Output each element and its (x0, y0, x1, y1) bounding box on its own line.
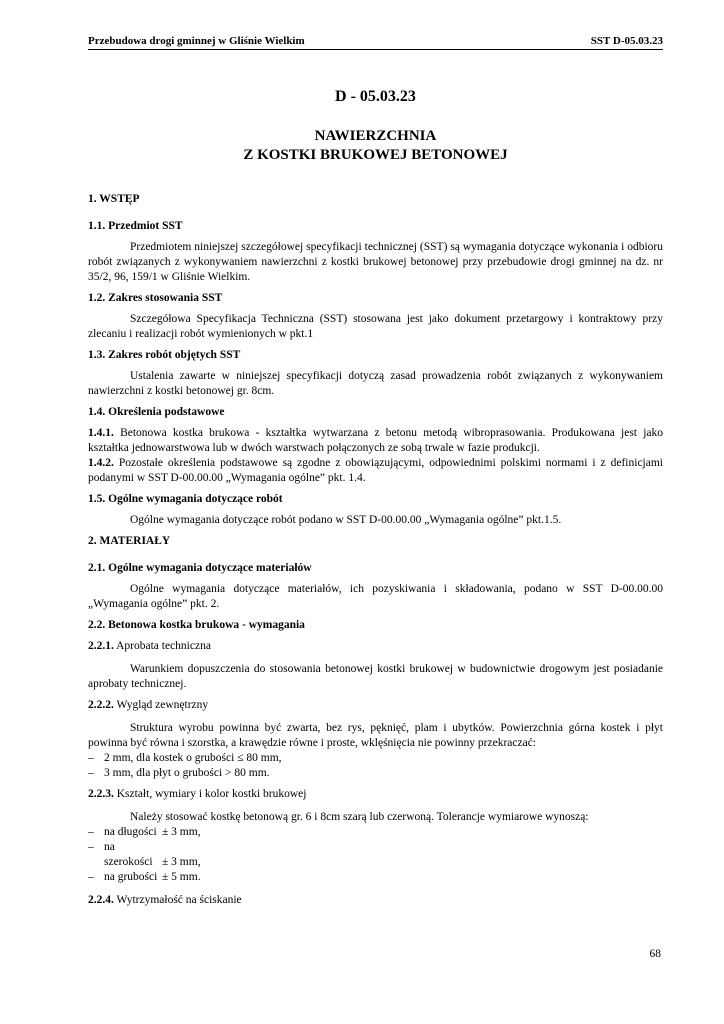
document-title (88, 127, 663, 165)
header-spec-code: SST D-05.03.23 (590, 35, 663, 47)
section-heading-2-1: 2.1. Ogólne wymagania dotyczące materiałów (88, 562, 312, 574)
dash-bullet: – (88, 871, 94, 883)
dash-bullet: – (88, 752, 94, 764)
paragraph-2-1: Ogólne wymagania dotyczące materiałów, ich pozyskiwania i składowania, podano w SST D-00.00.00 „Wymagania ogólne” pkt. 2. (88, 583, 663, 610)
paragraph-1-2: Szczegółowa Specyfikacja Techniczna (SST) stosowana jest jako dokument przetargowy i kontraktowy przy zlecaniu i realizacji robót wymienionych w pkt.1 (88, 313, 663, 340)
subheading-2-2-4 (88, 893, 663, 908)
subheading-2-2-1 (88, 639, 663, 654)
document-code: D - 05.03.23 (335, 88, 416, 105)
list-item-text: 2 mm, dla kostek o grubości ≤ 80 mm, (104, 752, 282, 764)
paragraph-1-4-1 (88, 426, 663, 456)
list-item-text: 3 mm, dla płyt o grubości > 80 mm. (104, 767, 270, 779)
tolerance-value: ± 3 mm, (162, 856, 201, 868)
dash-bullet: – (88, 826, 94, 838)
tolerance-label: na szerokości (104, 841, 153, 868)
paragraph-1-1: Przedmiotem niniejszej szczegółowej specyfikacji technicznej (SST) są wymagania dotyczące wykonania i odbioru robót związanych z wykonywaniem nawierzchni z kostki brukowej betonowej przy przebudowie drogi gminnej na dz. nr 35/2, 96, 159/1 w Gliśnie Wielkim. (88, 241, 663, 283)
section-heading-2-2: 2.2. Betonowa kostka brukowa - wymagania (88, 619, 305, 631)
clause-number-2-2-3: 2.2.3. (88, 788, 114, 800)
tolerance-value: ± 3 mm, (162, 826, 201, 838)
subheading-2-2-2 (88, 698, 663, 713)
dash-bullet: – (88, 841, 94, 853)
clause-title-2-2-2: Wygląd zewnętrzny (113, 699, 209, 711)
paragraph-2-2-3: Należy stosować kostkę betonową gr. 6 i 8cm szarą lub czerwoną. Tolerancje wymiarowe wynoszą: (130, 811, 589, 823)
tolerance-label: na długości (104, 826, 157, 838)
section-heading-1-1: 1.1. Przedmiot SST (88, 220, 183, 232)
dash-bullet: – (88, 767, 94, 779)
title-line-1: NAWIERZCHNIA (314, 128, 437, 144)
section-heading-2: 2. MATERIAŁY (88, 535, 171, 547)
section-heading-1-2: 1.2. Zakres stosowania SST (88, 292, 223, 304)
clause-title-2-2-3: Kształt, wymiary i kolor kostki brukowej (113, 788, 307, 800)
header-project-title: Przebudowa drogi gminnej w Gliśnie Wielkim (88, 35, 305, 47)
clause-number-2-2-2: 2.2.2. (88, 699, 114, 711)
paragraph-1-5: Ogólne wymagania dotyczące robót podano w SST D-00.00.00 „Wymagania ogólne” pkt.1.5. (130, 514, 562, 526)
paragraph-2-2-1: Warunkiem dopuszczenia do stosowania betonowej kostki brukowej w budownictwie drogowym jest posiadanie aprobaty technicznej. (88, 663, 663, 690)
clause-text-1-4-1: Betonowa kostka brukowa - kształtka wytwarzana z betonu metodą wibroprasowania. Produkowana jest jako kształtka jednowarstwowa lub w dwóch warstwach połączonych ze sobą trwale w fazie produkcji. (88, 427, 663, 454)
clause-title-2-2-4: Wytrzymałość na ściskanie (113, 894, 242, 906)
paragraph-2-2-2: Struktura wyrobu powinna być zwarta, bez rys, pęknięć, plam i ubytków. Powierzchnia górna kostek i płyt powinna być równa i szorstka, a krawędzie równe i proste, wklęśnięcia nie powinny przekraczać: (88, 722, 663, 749)
page-number: 68 (649, 948, 661, 960)
clause-number-2-2-4: 2.2.4. (88, 894, 114, 906)
list-item (88, 840, 663, 870)
document-body (88, 192, 663, 908)
list-item (88, 751, 663, 766)
list-item (88, 825, 663, 840)
clause-title-2-2-1: Aprobata techniczna (113, 640, 211, 652)
clause-number-1-4-1: 1.4.1. (88, 427, 114, 439)
title-line-2: Z KOSTKI BRUKOWEJ BETONOWEJ (243, 147, 508, 163)
section-heading-1-3: 1.3. Zakres robót objętych SST (88, 349, 241, 361)
list-item (88, 870, 663, 885)
running-header (88, 35, 663, 50)
paragraph-1-4-2 (88, 456, 663, 486)
section-heading-1: 1. WSTĘP (88, 193, 140, 205)
section-heading-1-4: 1.4. Określenia podstawowe (88, 406, 225, 418)
section-heading-1-5: 1.5. Ogólne wymagania dotyczące robót (88, 493, 283, 505)
subheading-2-2-3 (88, 787, 663, 802)
tolerance-label: na grubości (104, 871, 158, 883)
list-item (88, 766, 663, 781)
clause-text-1-4-2: Pozostałe określenia podstawowe są zgodne z obowiązującymi, odpowiednimi polskimi normami i z definicjami podanymi w SST D-00.00.00 „Wymagania ogólne” pkt. 1.4. (88, 457, 663, 484)
clause-number-1-4-2: 1.4.2. (88, 457, 114, 469)
clause-number-2-2-1: 2.2.1. (88, 640, 114, 652)
tolerance-value: ± 5 mm. (162, 871, 201, 883)
paragraph-1-3: Ustalenia zawarte w niniejszej specyfikacji dotyczą zasad prowadzenia robót związanych z wykonywaniem nawierzchni z kostki betonowej gr. 8cm. (88, 370, 663, 397)
